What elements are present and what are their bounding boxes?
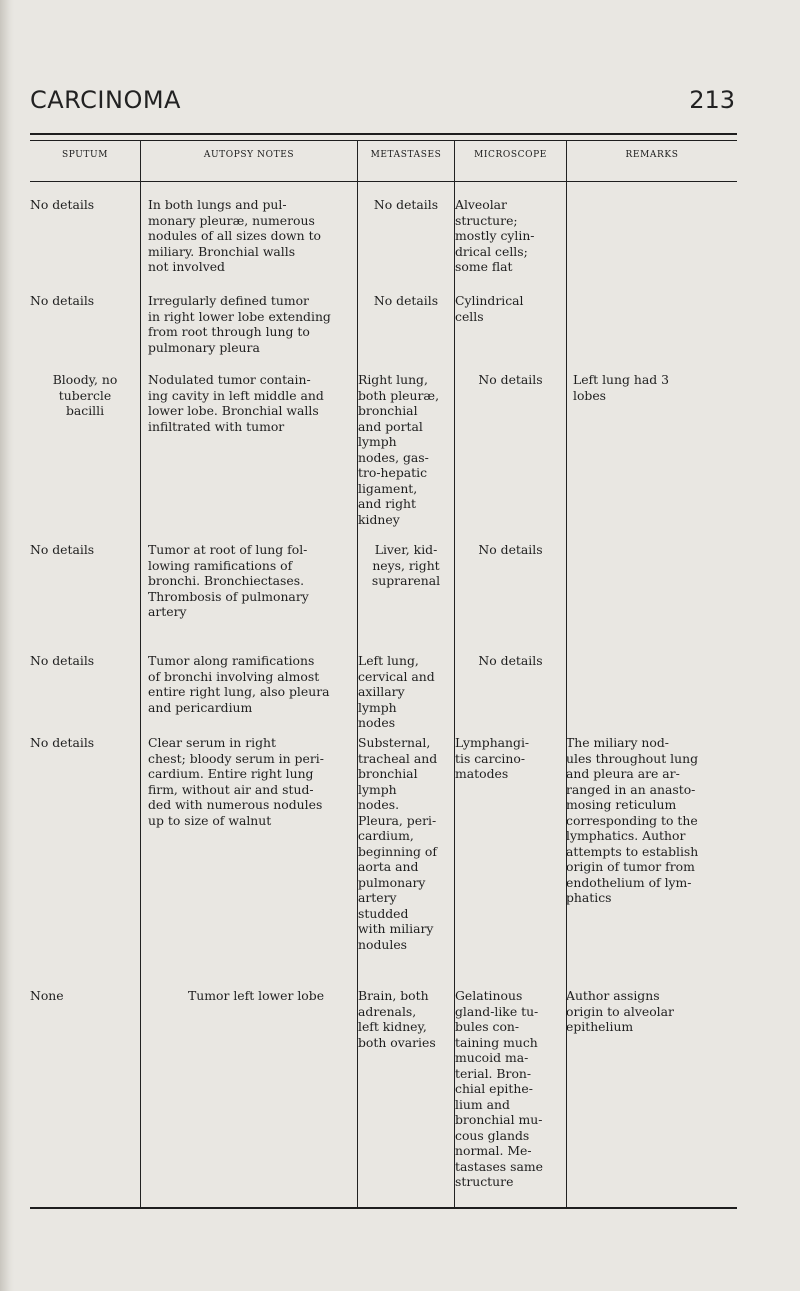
column-divider [566, 140, 567, 1207]
cell-autopsy-notes: In both lungs and pul- monary pleuræ, numerous nodules of all sizes down to miliary. Bronchial walls not involved [148, 197, 322, 274]
running-title: CARCINOMA [30, 86, 181, 114]
cell-metastases: Liver, kid- neys, right suprarenal [371, 542, 441, 588]
cell-sputum: Bloody, no tubercle bacilli [52, 372, 118, 418]
cell-autopsy-notes: Nodulated tumor contain- ing cavity in left middle and lower lobe. Bronchial walls infiltrated with tumor [148, 372, 324, 434]
cell-sputum: No details [30, 197, 95, 212]
top-rule-thick [30, 133, 737, 135]
cell-autopsy-notes: Clear serum in right chest; bloody serum in peri- cardium. Entire right lung firm, without air and stud- ded with numerous nodules up to size of walnut [148, 735, 324, 828]
page-number: 213 [689, 86, 735, 114]
cell-microscope: Lymphangi- tis carcino- matodes [455, 735, 530, 781]
cell-sputum: None [30, 988, 64, 1003]
cell-autopsy-notes: Tumor left lower lobe [188, 988, 325, 1003]
top-rule-thin [30, 140, 737, 141]
cell-microscope: Cylindrical cells [455, 293, 524, 324]
column-header-autopsy-notes: AUTOPSY NOTES [203, 150, 295, 160]
cell-microscope: No details [478, 372, 543, 387]
column-header-metastases: METASTASES [370, 150, 442, 160]
cell-microscope: No details [478, 542, 543, 557]
cell-sputum: No details [30, 735, 95, 750]
header-rule [30, 181, 737, 182]
cell-metastases: Left lung, cervical and axillary lymph nodes [358, 653, 435, 730]
column-header-remarks: REMARKS [625, 150, 679, 160]
cell-remarks: Author assigns origin to alveolar epithelium [566, 988, 674, 1034]
cell-metastases: No details [373, 293, 439, 308]
cell-metastases: No details [373, 197, 439, 212]
cell-metastases: Brain, both adrenals, left kidney, both ovaries [358, 988, 436, 1050]
cell-microscope: No details [478, 653, 543, 668]
cell-sputum: No details [30, 653, 95, 668]
page-header [30, 86, 737, 122]
cell-metastases: Right lung, both pleuræ, bronchial and portal lymph nodes, gas- tro-hepatic ligament, and right kidney [358, 372, 440, 527]
cell-autopsy-notes: Tumor along ramifications of bronchi involving almost entire right lung, also pleura and pericardium [148, 653, 330, 715]
cell-metastases: Substernal, tracheal and bronchial lymph nodes. Pleura, peri- cardium, beginning of aorta and pulmonary artery studded with miliary nodules [358, 735, 438, 952]
page-binding-edge [0, 0, 14, 1291]
cell-sputum: No details [30, 293, 95, 308]
cell-autopsy-notes: Irregularly defined tumor in right lower lobe extending from root through lung to pulmonary pleura [148, 293, 331, 355]
cell-remarks: Left lung had 3 lobes [573, 372, 669, 403]
cell-microscope: Alveolar structure; mostly cylin- drical cells; some flat [455, 197, 535, 274]
column-header-sputum: SPUTUM [61, 150, 109, 160]
cell-remarks: The miliary nod- ules throughout lung and pleura are ar- ranged in an anasto- mosing reticulum corresponding to the lymphatics. Author attempts to establish origin of tumor from endothelium of lym- phatics [566, 735, 699, 905]
column-divider [140, 140, 141, 1207]
cell-autopsy-notes: Tumor at root of lung fol- lowing ramifications of bronchi. Bronchiectases. Thrombosis of pulmonary artery [148, 542, 309, 619]
column-header-microscope: MICROSCOPE [474, 150, 547, 160]
cell-sputum: No details [30, 542, 95, 557]
cell-microscope: Gelatinous gland-like tu- bules con- taining much mucoid ma- terial. Bron- chial epithe- lium and bronchial mu- cous glands normal. Me- tastases same structure [455, 988, 543, 1189]
bottom-rule [30, 1207, 737, 1209]
